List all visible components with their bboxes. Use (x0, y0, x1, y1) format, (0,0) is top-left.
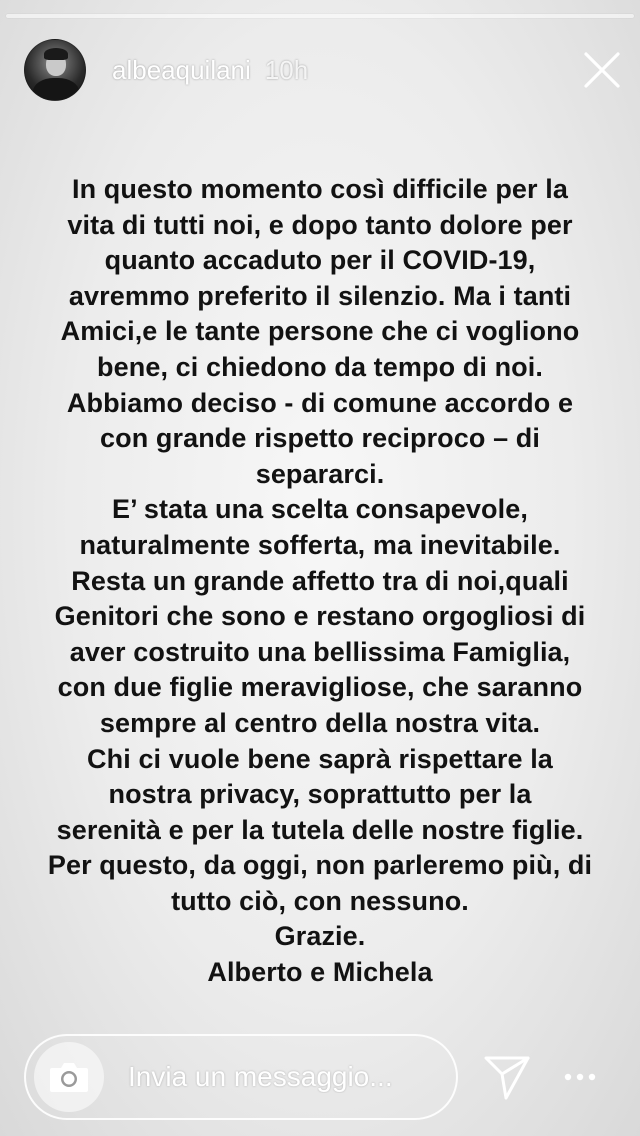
camera-button[interactable] (34, 1042, 104, 1112)
message-line: In questo momento così difficile per la (72, 174, 568, 204)
story-progress-bar (6, 14, 634, 18)
message-line: E’ stata una scelta consapevole, (112, 494, 528, 525)
story-message (30, 172, 610, 991)
reply-box (24, 1034, 458, 1120)
message-line: serenità e per la tutela delle nostre figlie. (56, 814, 584, 845)
close-icon (580, 48, 624, 92)
message-line: vita di tutti noi, e dopo tanto dolore per (67, 209, 573, 240)
avatar[interactable] (24, 39, 86, 101)
story-header (24, 38, 624, 102)
send-icon (482, 1052, 532, 1102)
reply-bar (24, 1034, 626, 1120)
message-line: quanto accaduto per il COVID-19, (104, 245, 536, 276)
message-line: con grande rispetto reciproco – di (100, 423, 540, 454)
message-line: con due figlie meravigliose, che saranno (57, 672, 583, 703)
message-line: Amici,e le tante persone che ci vogliono (60, 316, 580, 347)
more-icon (563, 1072, 597, 1082)
message-line: Abbiamo deciso - di comune accordo e (66, 387, 574, 418)
send-button[interactable] (482, 1052, 532, 1102)
message-line: Per questo, da oggi, non parleremo più, di (47, 850, 593, 881)
close-button[interactable] (580, 48, 624, 92)
message-line: aver costruito una bellissima Famiglia, (69, 636, 571, 667)
username[interactable]: albeaquilani (112, 54, 251, 85)
message-line: tutto ciò, con nessuno. (171, 885, 469, 916)
message-line: bene, ci chiedono da tempo di noi. (97, 351, 543, 382)
message-line: Genitori che sono e restano orgogliosi di (54, 601, 586, 632)
message-line: Grazie. (274, 921, 366, 952)
message-line: separarci. (255, 458, 385, 489)
message-line: Alberto e Michela (207, 957, 433, 988)
more-options-button[interactable] (560, 1057, 600, 1097)
message-line: sempre al centro della nostra vita. (99, 707, 541, 738)
message-line: avremmo preferito il silenzio. Ma i tanti (68, 280, 572, 311)
story-timestamp: 10h (264, 54, 309, 85)
message-line: Chi ci vuole bene saprà rispettare la (87, 743, 553, 774)
message-line: nostra privacy, soprattutto per la (108, 779, 532, 810)
camera-icon (48, 1060, 90, 1094)
message-line: Resta un grande affetto tra di noi,quali (71, 565, 569, 596)
message-line: naturalmente sofferta, ma inevitabile. (79, 529, 561, 560)
reply-input[interactable] (128, 1061, 448, 1093)
